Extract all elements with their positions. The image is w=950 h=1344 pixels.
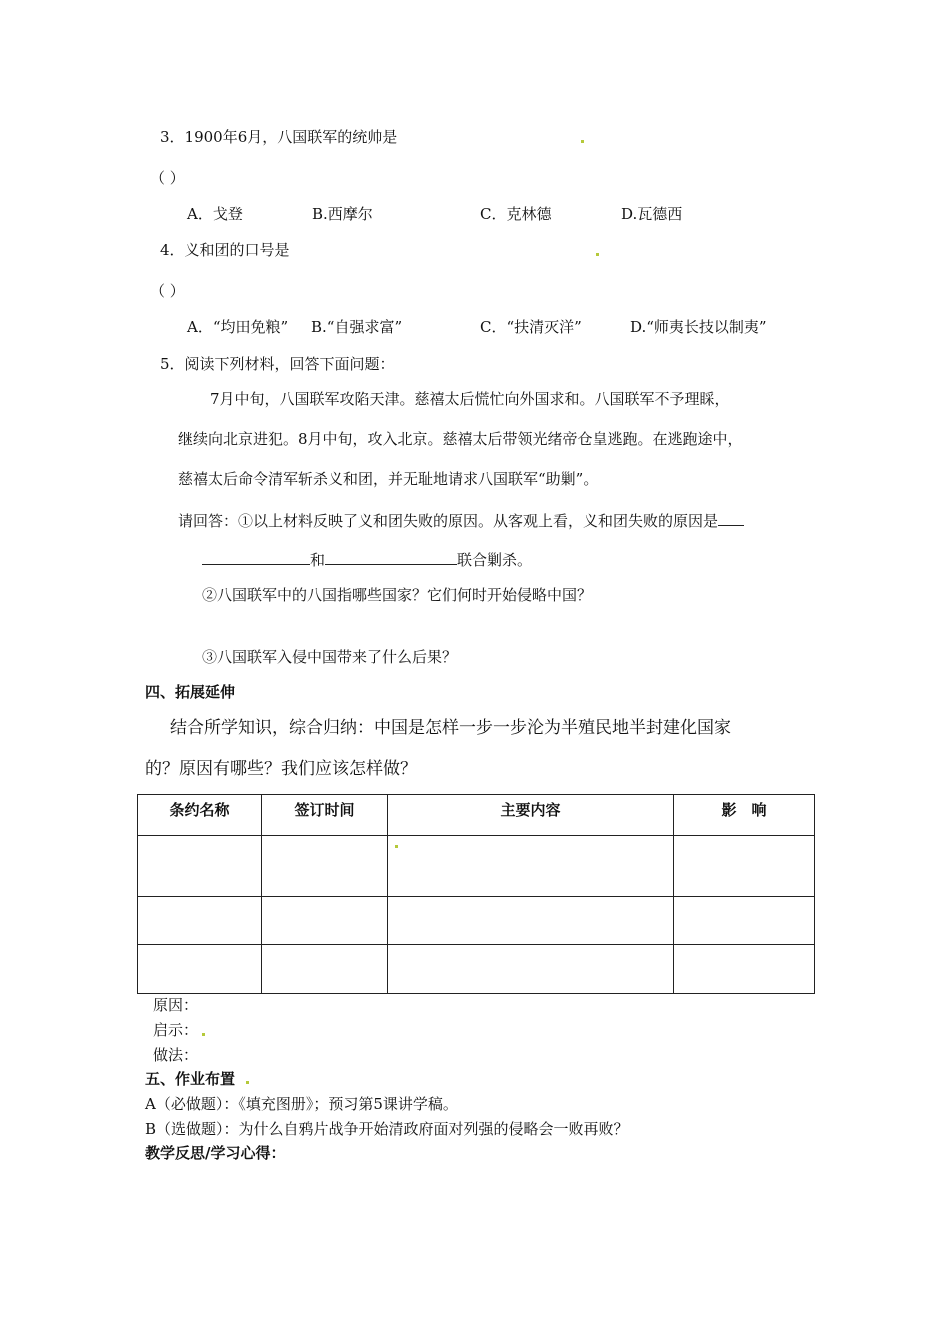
table-row [138,897,815,945]
mark-dot [246,1081,249,1084]
q5-answer-line-2 [202,550,532,569]
q5-sub-question-2: ②八国联军中的八国指哪些国家？它们何时开始侵略中国？ [202,586,593,604]
q5-passage-line-2: 继续向北京进犯。8月中旬，攻入北京。慈禧太后带领光绪帝仓皇逃跑。在逃跑途中， [178,430,743,448]
q4-option-c: C．“扶清灭洋” [480,318,582,336]
q4-paren: （ ） [150,282,185,300]
table-cell[interactable] [138,897,262,945]
q5-stem: 5．阅读下列材料，回答下面问题： [160,355,395,373]
section-5-heading: 五、作业布置 [145,1070,236,1088]
label-action: 做法： [153,1046,199,1064]
table-cell[interactable] [262,897,388,945]
q5-answer-and: 和 [310,551,326,569]
q3-stem: 3．1900年6月，八国联军的统帅是 [160,128,398,146]
q3-paren: （ ） [150,169,185,187]
answer-blank[interactable] [202,550,310,565]
q3-option-d: D.瓦德西 [621,205,683,223]
table-cell[interactable] [674,945,815,994]
table-cell[interactable] [388,836,674,897]
homework-a: A（必做题）：《填充图册》；预习第5课讲学稿。 [145,1095,458,1113]
header-impact: 影 响 [674,795,815,836]
table-cell[interactable] [138,836,262,897]
q5-sub-question-3: ③八国联军入侵中国带来了什么后果？ [202,648,458,666]
q4-option-a: A．“均田免粮” [187,318,289,336]
answer-blank[interactable] [325,550,457,565]
q4-option-d: D.“师夷长技以制夷” [630,318,767,336]
table-row [138,836,815,897]
homework-b: B（选做题）：为什么自鸦片战争开始清政府面对列强的侵略会一败再败？ [145,1120,629,1138]
label-reason: 原因： [153,996,199,1014]
mark-dot [202,1033,205,1036]
table-cell[interactable] [674,836,815,897]
header-signing-time: 签订时间 [262,795,388,836]
table-cell[interactable] [138,945,262,994]
mark-dot [581,140,584,143]
q5-answer-prompt: 请回答：①以上材料反映了义和团失败的原因。从客观上看，义和团失败的原因是 [178,512,719,530]
table-cell[interactable] [262,836,388,897]
table-header-row [138,795,815,836]
q5-passage-line-3: 慈禧太后命令清军斩杀义和团，并无耻地请求八国联军“助剿”。 [178,470,599,488]
label-inspiration: 启示： [153,1021,199,1039]
table-cell[interactable] [674,897,815,945]
treaty-table [137,794,815,994]
header-main-content: 主要内容 [388,795,674,836]
section-4-heading: 四、拓展延伸 [145,683,236,701]
table-cell[interactable] [388,945,674,994]
section-4-text-line-2: 的？原因有哪些？我们应该怎样做？ [145,759,417,779]
q5-answer-line-1 [178,511,744,530]
mark-dot [395,845,398,848]
table-cell[interactable] [388,897,674,945]
q3-option-a: A．戈登 [187,205,243,223]
q3-option-b: B.西摩尔 [312,205,373,223]
table-row [138,945,815,994]
reflection-label: 教学反思/学习心得： [145,1144,286,1162]
q5-answer-tail: 联合剿杀。 [457,551,533,569]
q5-passage-line-1: 7月中旬，八国联军攻陷天津。慈禧太后慌忙向外国求和。八国联军不予理睬， [210,390,730,408]
q4-option-b: B.“自强求富” [311,318,403,336]
header-treaty-name: 条约名称 [138,795,262,836]
table-cell[interactable] [262,945,388,994]
section-4-text-line-1: 结合所学知识，综合归纳：中国是怎样一步一步沦为半殖民地半封建化国家 [170,718,731,738]
q3-option-c: C．克林德 [480,205,552,223]
q4-stem: 4．义和团的口号是 [160,241,290,259]
answer-blank[interactable] [718,511,744,526]
mark-dot [596,253,599,256]
